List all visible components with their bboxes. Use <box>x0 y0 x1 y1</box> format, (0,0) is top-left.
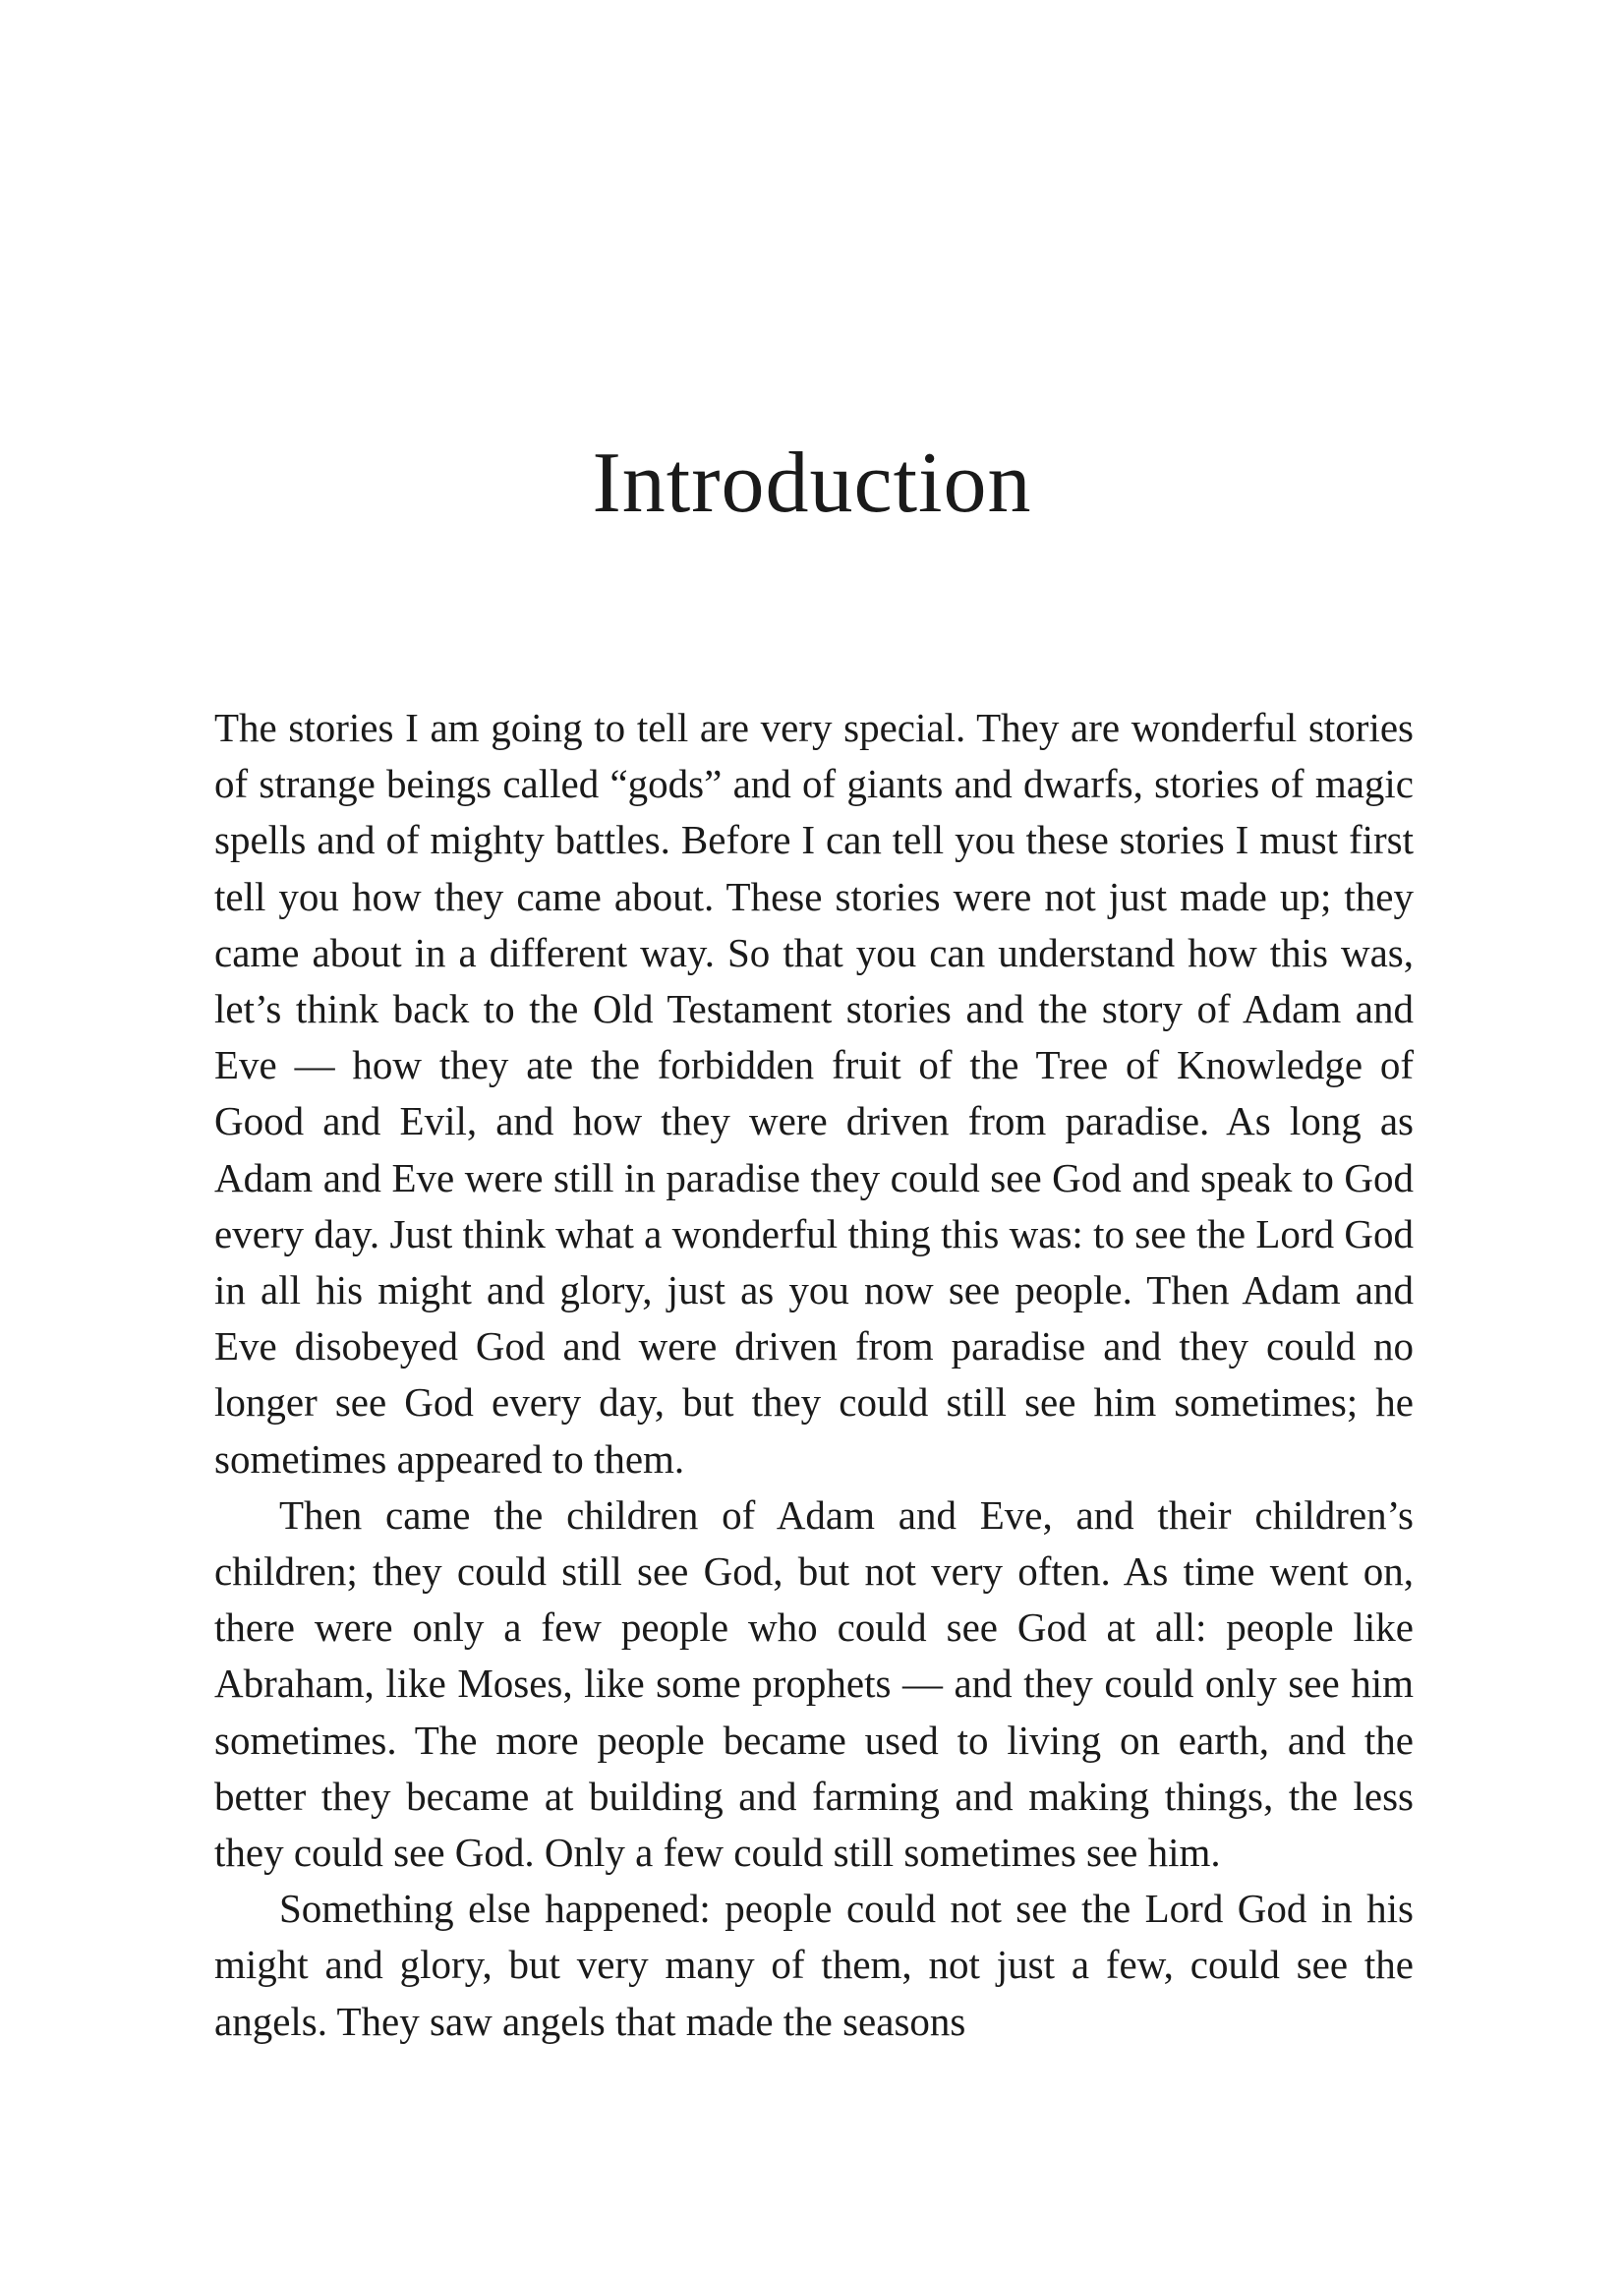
paragraph-3: Something else happened: people could not see the Lord God in his might and glory, but very many of them, not just a few, could see the angels. They saw angels that made the seasons <box>214 1886 1414 2044</box>
body-text <box>214 700 1414 2050</box>
paragraph-1: The stories I am going to tell are very special. They are wonderful stories of strange beings called “gods” and of giants and dwarfs, stories of magic spells and of mighty battles. Before I can tell you these stories I must first tell you how they came about. These stories were not just made up; they came about in a different way. So that you can understand how this was, let’s think back to the Old Testament stories and the story of Adam and Eve — how they ate the forbidden fruit of the Tree of Knowledge of Good and Evil, and how they were driven from paradise. As long as Adam and Eve were still in paradise they could see God and speak to God every day. Just think what a wonderful thing this was: to see the Lord God in all his might and glory, just as you now see people. Then Adam and Eve disobeyed God and were driven from paradise and they could no longer see God every day, but they could still see him sometimes; he sometimes appeared to them. <box>214 705 1414 1482</box>
chapter-title: Introduction <box>592 436 1032 531</box>
paragraph-2: Then came the children of Adam and Eve, and their children’s children; they could still see God, but not very often. As time went on, there were only a few people who could see God at all: people like Abraham, like Moses, like some prophets — and they could only see him sometimes. The more people became used to living on earth, and the better they became at building and farming and making things, the less they could see God. Only a few could still sometimes see him. <box>214 1491 1414 1876</box>
